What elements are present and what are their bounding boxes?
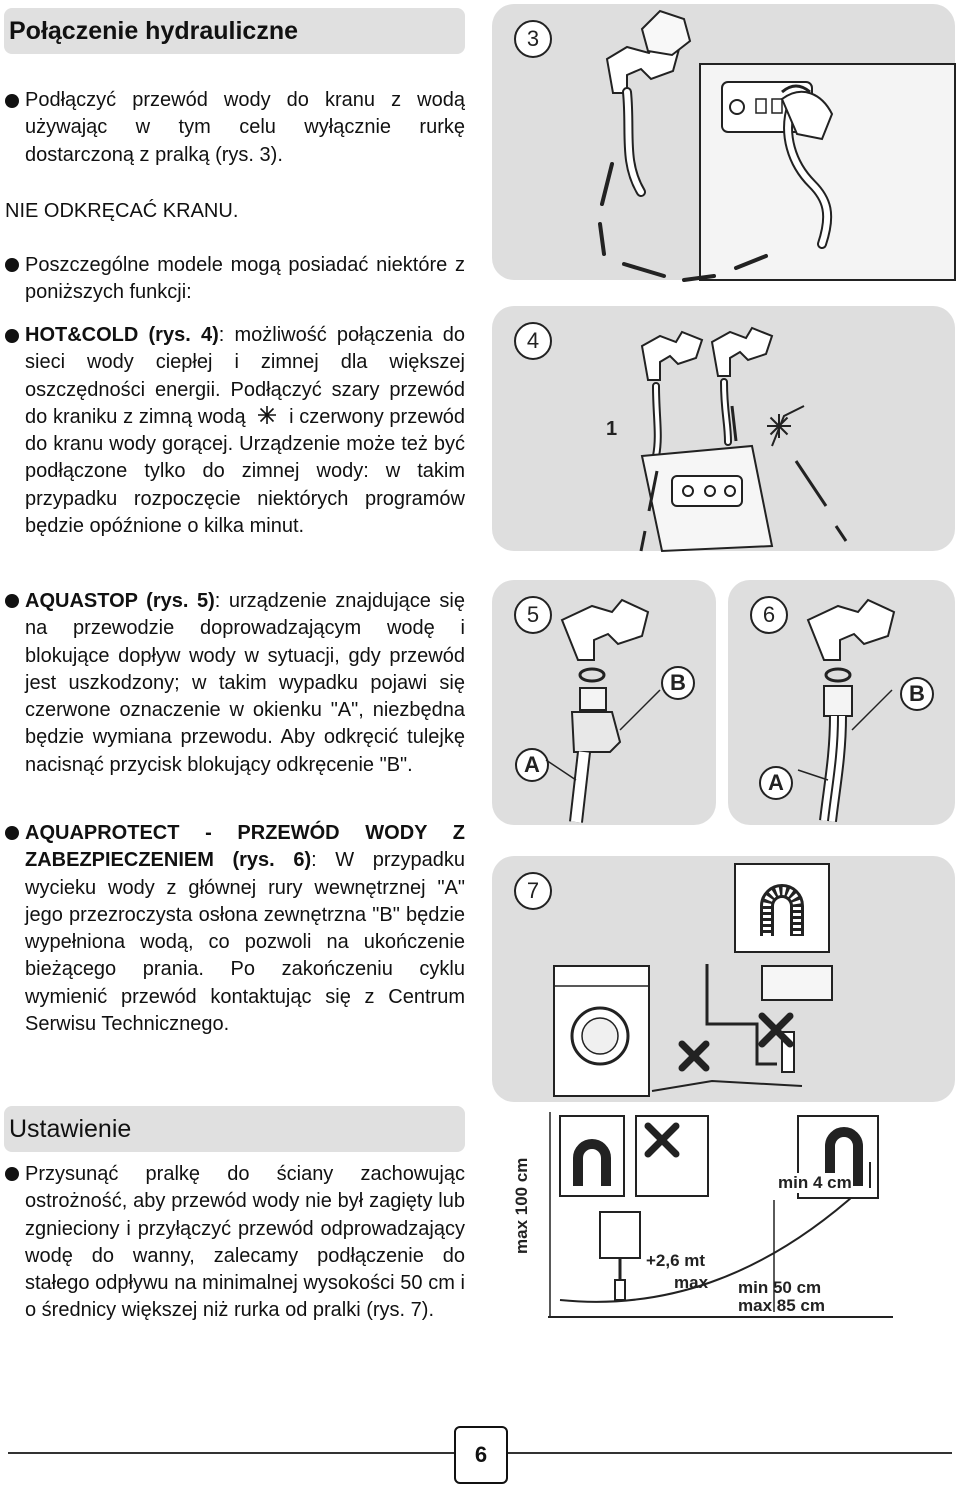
figure-8-label-plus26: +2,6 mt bbox=[646, 1251, 706, 1270]
figure-8-label-min4: min 4 cm bbox=[778, 1173, 852, 1192]
paragraph-setup: Przysunąć pralkę do ściany zachowując ostrożność, aby przewód wody nie był zagięty lub zgnieciony i przyłączyć przewód odprowadzający wodę do wanny, zalecamy podłączenie do stałego odpływu na minimalnej wysokości 50 cm i o średnicy większej niż rurka od pralki (rys. 7). bbox=[25, 1163, 465, 1322]
section-title-setup: Ustawienie bbox=[4, 1106, 465, 1152]
figure-4-label-1: 1 bbox=[606, 418, 618, 440]
aquastop-lead: AQUASTOP (rys. 5) bbox=[25, 590, 215, 612]
figure-6-label-b: B bbox=[900, 677, 934, 711]
paragraph-models: Poszczególne modele mogą posiadać niektóre z poniższych funkcji: bbox=[25, 254, 465, 304]
figure-5-illustration bbox=[492, 580, 716, 825]
figure-8-label-max85: max 85 cm bbox=[738, 1296, 825, 1315]
paragraph-hot-cold bbox=[5, 322, 465, 540]
figure-8-label-max: max bbox=[674, 1273, 709, 1292]
figure-7-illustration bbox=[492, 856, 955, 1102]
figure-6-illustration bbox=[728, 580, 955, 825]
figure-3-number: 3 bbox=[514, 20, 552, 58]
paragraph-connect-hose: Podłączyć przewód wody do kranu z wodą używając w tym celu wyłącznie rurkę dostarczoną z pralką (rys. 3). bbox=[25, 89, 465, 166]
paragraph-aquastop bbox=[5, 588, 465, 779]
aquaprotect-text: : W przypadku wycieku wody z głównej rury wewnętrznej "A" jego przezroczysta osłona zewnętrzna "B" będzie wypełniona wodą, co pozwoli na ukończenie bieżącego prania. Po zakończeniu cyklu wymienić przewód kontaktując się z Centrum Serwisu Technicznego. bbox=[25, 849, 465, 1036]
figure-5-number: 5 bbox=[514, 596, 552, 634]
figure-7-number: 7 bbox=[514, 872, 552, 910]
aquaprotect-lead: AQUAPROTECT - PRZEWÓD WODY Z ZABEZPIECZENIEM (rys. 6) bbox=[25, 822, 465, 872]
figure-4-illustration bbox=[492, 306, 955, 551]
hot-cold-text-a: : możliwość połączenia do sieci wody ciepłej i zimnej dla większej oszczędności energii. Podłączyć szary przewód do kraniku z zimną wodą bbox=[25, 324, 465, 428]
figure-6-number: 6 bbox=[750, 596, 788, 634]
footer-rule-left bbox=[8, 1452, 454, 1454]
paragraph-warning: NIE ODKRĘCAĆ KRANU. bbox=[5, 200, 239, 222]
snowflake-icon bbox=[257, 405, 277, 425]
aquastop-text: : urządzenie znajdujące się na przewodzie doprowadzającym wodę i blokujące dopływ wody w sytuacji, gdy przewód jest uszkodzony; w takim wypadku pojawi się czerwone oznaczenie w okienku "A", niezbędna będzie wymiana przewodu. Aby odkręcić tulejkę nacisnąć przycisk blokujący odkręcenie "B". bbox=[25, 590, 465, 776]
figure-3-illustration bbox=[492, 4, 955, 280]
figure-5-label-a: A bbox=[515, 748, 549, 782]
hot-cold-text-b: i czerwony przewód do kranu wody gorącej. Urządzenie może też być podłączone tylko do zimnej wody: w takim przypadku rozpoczęcie niektórych programów będzie opóźnione o kilka minut. bbox=[25, 405, 466, 538]
figure-5-label-b: B bbox=[661, 666, 695, 700]
figure-8-illustration bbox=[548, 1112, 893, 1322]
page-number: 6 bbox=[454, 1426, 508, 1484]
footer-rule-right bbox=[506, 1452, 952, 1454]
figure-4-number: 4 bbox=[514, 322, 552, 360]
figure-8-label-max100: max 100 cm bbox=[512, 1157, 531, 1254]
figure-8-label-min50: min 50 cm bbox=[738, 1278, 822, 1297]
section-title-hydraulic: Połączenie hydrauliczne bbox=[4, 8, 465, 54]
paragraph-aquaprotect bbox=[5, 820, 465, 1038]
figure-6-label-a: A bbox=[759, 766, 793, 800]
hot-cold-lead: HOT&COLD (rys. 4) bbox=[25, 324, 219, 346]
